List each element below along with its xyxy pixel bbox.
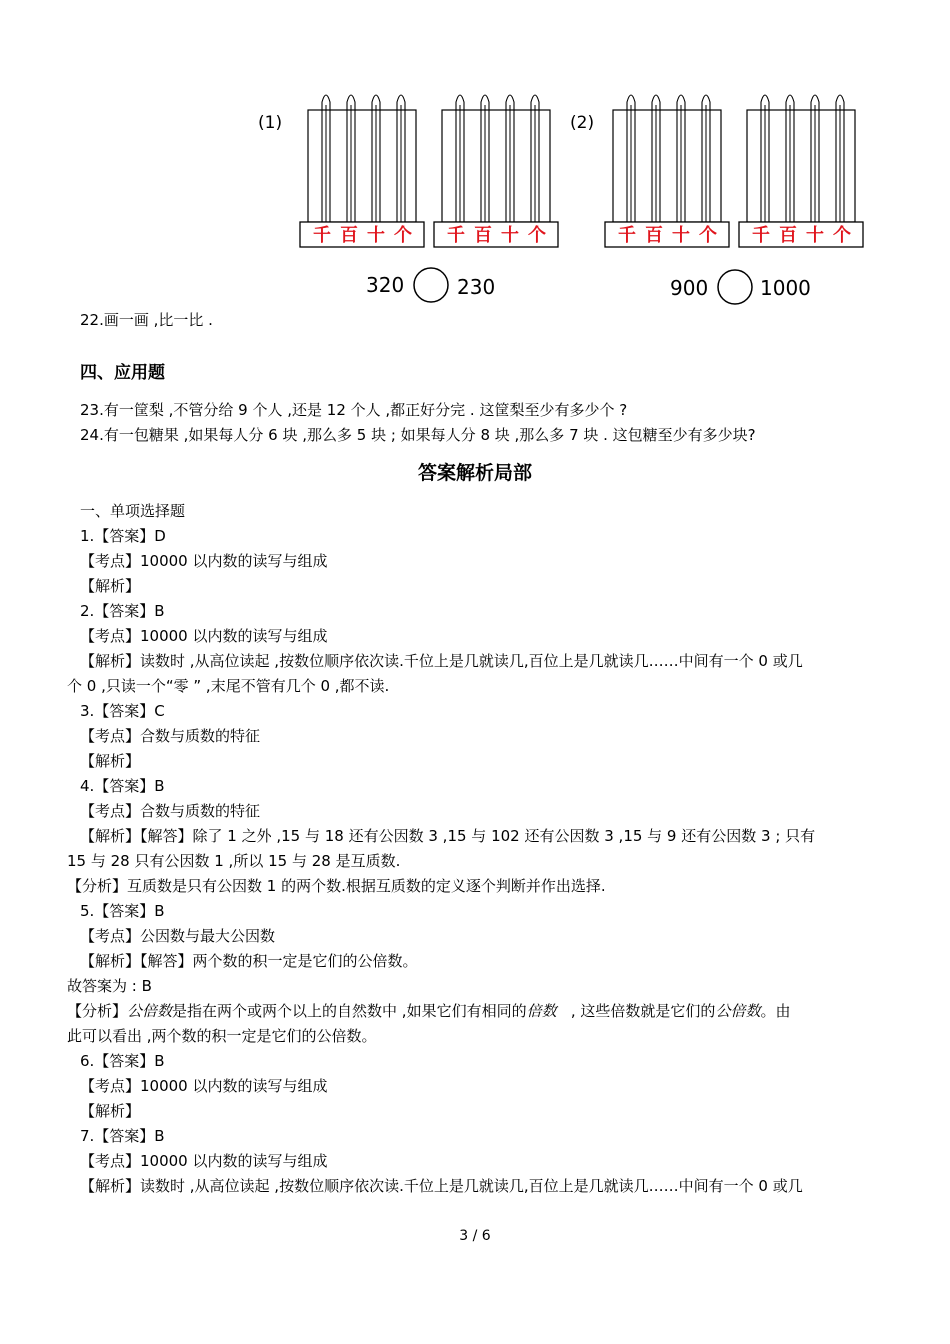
compare-circle-2[interactable] xyxy=(718,270,752,304)
answer-5-jiexi: 【解析】【解答】两个数的积一定是它们的公倍数。 xyxy=(80,952,418,970)
answer-3: 3.【答案】C xyxy=(80,702,165,720)
answer-4-kaodian: 【考点】合数与质数的特征 xyxy=(80,802,261,820)
term-gongbeishu-2: 公倍数 xyxy=(715,1002,761,1020)
answer-5-kaodian: 【考点】公因数与最大公因数 xyxy=(80,927,276,945)
answer-7: 7.【答案】B xyxy=(80,1127,165,1145)
fenxi-text-3: 。由 xyxy=(760,1002,791,1020)
question-23: 23.有一筐梨 ,不管分给 9 个人 ,还是 12 个人 ,都正好分完 . 这筐梨至少有多少个 ? xyxy=(80,401,628,419)
answer-5-fenxi-2: 此可以看出 ,两个数的积一定是它们的公倍数。 xyxy=(67,1027,377,1045)
fenxi-text-1: 是指在两个或两个以上的自然数中 ,如果它们有相同的 xyxy=(172,1002,527,1020)
place-label: 千 xyxy=(313,225,331,246)
answer-2-jiexi-2: 个 0 ,只读一个“零 ” ,末尾不管有几个 0 ,都不读. xyxy=(67,677,390,695)
answer-3-jiexi: 【解析】 xyxy=(80,752,141,770)
abacus-frame xyxy=(308,110,416,222)
answer-4-jiexi-2: 15 与 28 只有公因数 1 ,所以 15 与 28 是互质数. xyxy=(67,852,401,870)
answer-2-jiexi-1: 【解析】读数时 ,从高位读起 ,按数位顺序依次读.千位上是几就读几,百位上是几就读几……中间有一个 0 或几 xyxy=(80,652,803,670)
abacus-frame xyxy=(747,110,855,222)
place-label: 十 xyxy=(806,225,824,246)
place-label: 个 xyxy=(528,225,546,246)
answer-section-title: 答案解析局部 xyxy=(417,462,532,484)
compare-circle-1[interactable] xyxy=(414,268,448,302)
answer-6-kaodian: 【考点】10000 以内数的读写与组成 xyxy=(80,1077,328,1095)
place-label: 百 xyxy=(474,225,492,246)
place-label: 千 xyxy=(447,225,465,246)
abacus-frame xyxy=(442,110,550,222)
place-label: 百 xyxy=(645,225,663,246)
place-label: 个 xyxy=(394,225,412,246)
answer-7-jiexi: 【解析】读数时 ,从高位读起 ,按数位顺序依次读.千位上是几就读几,百位上是几就读几……中间有一个 0 或几 xyxy=(80,1177,803,1195)
page-number: 3 / 6 xyxy=(459,1228,491,1244)
fenxi-label: 【分析】 xyxy=(67,1002,128,1020)
section-1-title: 一、单项选择题 xyxy=(80,502,186,520)
question-22: 22.画一画 ,比一比 . xyxy=(80,311,213,329)
answer-6: 6.【答案】B xyxy=(80,1052,165,1070)
place-label: 千 xyxy=(752,225,770,246)
answer-4: 4.【答案】B xyxy=(80,777,165,795)
fenxi-text-2: , 这些倍数就是它们的 xyxy=(556,1002,716,1020)
term-beishu: 倍数 xyxy=(526,1002,557,1020)
answer-1-jiexi: 【解析】 xyxy=(80,577,141,595)
figure-label-2: (2) xyxy=(570,113,595,133)
compare-1-left: 320 xyxy=(366,273,405,297)
answer-5-fenxi-1 xyxy=(67,1000,790,1022)
answer-7-kaodian: 【考点】10000 以内数的读写与组成 xyxy=(80,1152,328,1170)
answer-3-kaodian: 【考点】合数与质数的特征 xyxy=(80,727,261,745)
abacus-figure xyxy=(0,0,950,310)
compare-1-right: 230 xyxy=(457,275,496,299)
figure-label-1: (1) xyxy=(258,113,283,133)
place-label: 十 xyxy=(672,225,690,246)
place-label: 个 xyxy=(833,225,851,246)
place-label: 个 xyxy=(699,225,717,246)
place-label: 百 xyxy=(779,225,797,246)
place-label: 十 xyxy=(501,225,519,246)
place-label: 千 xyxy=(618,225,636,246)
term-gongbeishu: 公倍数 xyxy=(127,1002,173,1020)
answer-5: 5.【答案】B xyxy=(80,902,165,920)
answer-5-guda: 故答案为 : B xyxy=(67,977,152,995)
answer-4-fenxi: 【分析】互质数是只有公因数 1 的两个数.根据互质数的定义逐个判断并作出选择. xyxy=(67,877,606,895)
answer-4-jiexi-1: 【解析】【解答】除了 1 之外 ,15 与 18 还有公因数 3 ,15 与 102 还有公因数 3 ,15 与 9 还有公因数 3 ; 只有 xyxy=(80,827,816,845)
answer-2: 2.【答案】B xyxy=(80,602,165,620)
answer-1-kaodian: 【考点】10000 以内数的读写与组成 xyxy=(80,552,328,570)
answer-1: 1.【答案】D xyxy=(80,527,166,545)
place-label: 百 xyxy=(340,225,358,246)
place-label: 十 xyxy=(367,225,385,246)
compare-2-right: 1000 xyxy=(760,276,811,300)
question-24: 24.有一包糖果 ,如果每人分 6 块 ,那么多 5 块 ; 如果每人分 8 块 ,那么多 7 块 . 这包糖至少有多少块? xyxy=(80,426,756,444)
abacus-frame xyxy=(613,110,721,222)
compare-2-left: 900 xyxy=(670,276,709,300)
answer-2-kaodian: 【考点】10000 以内数的读写与组成 xyxy=(80,627,328,645)
section-4-title: 四、应用题 xyxy=(80,363,165,383)
answer-6-jiexi: 【解析】 xyxy=(80,1102,141,1120)
